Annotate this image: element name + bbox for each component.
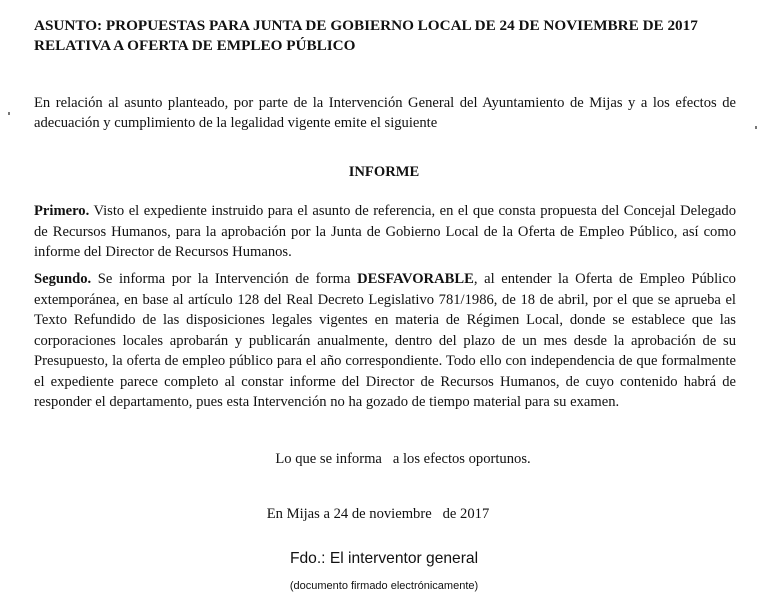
paragraph-segundo — [34, 269, 736, 413]
report-title: INFORME — [348, 164, 420, 180]
subject-line-1: ASUNTO: PROPUESTAS PARA JUNTA DE GOBIERNO LOCAL DE 24 DE NOVIEMBRE DE 2017 — [34, 17, 698, 34]
intro-paragraph: En relación al asunto planteado, por parte de la Intervención General del Ayuntamiento de Mijas y a los efectos de adecuación y cumplimiento de la legalidad vigente emite el siguiente — [34, 95, 736, 131]
closing-line: Lo que se informa a los efectos oportunos. — [275, 451, 531, 467]
segundo-label: Segundo. — [34, 271, 92, 287]
scan-speck — [755, 126, 757, 129]
scan-speck — [8, 112, 10, 115]
segundo-emphasis: DESFAVORABLE — [357, 271, 474, 287]
signature-note: (documento firmado electrónicamente) — [289, 580, 479, 592]
segundo-text-after: , al entender la Oferta de Empleo Público extemporánea, en base al artículo 128 del Real Decreto Legislativo 781/1986, de 18 de abril, por el que se aprueba el Texto Refundido de las disposiciones legales vigentes en materia de Régimen Local, donde se establece que las corporaciones locales aprobarán y publicarán anualmente, dentro del plazo de un mes desde la aprobación de su Presupuesto, la oferta de empleo público para el año correspondiente. Todo ello con independencia de que formalmente el expediente parece completo al constar informe del Director de Recursos Humanos, de cuyo contenido habrá de responder el departamento, pues esta Intervención no ha gozado de tiempo material para su examen. — [34, 271, 736, 410]
primero-text: Visto el expediente instruido para el asunto de referencia, en el que consta propuesta del Concejal Delegado de Recursos Humanos, para la aprobación por la Junta de Gobierno Local de la Oferta de Empleo Público, así como informe del Director de Recursos Humanos. — [34, 203, 736, 260]
subject-heading — [34, 16, 740, 56]
paragraph-primero — [34, 201, 736, 263]
date-line: En Mijas a 24 de noviembre de 2017 — [266, 506, 490, 522]
signature-line: Fdo.: El interventor general — [289, 550, 479, 567]
segundo-text-before: Se informa por la Intervención de forma — [91, 271, 358, 287]
subject-line-2: RELATIVA A OFERTA DE EMPLEO PÚBLICO — [34, 37, 356, 54]
primero-label: Primero. — [34, 203, 90, 219]
